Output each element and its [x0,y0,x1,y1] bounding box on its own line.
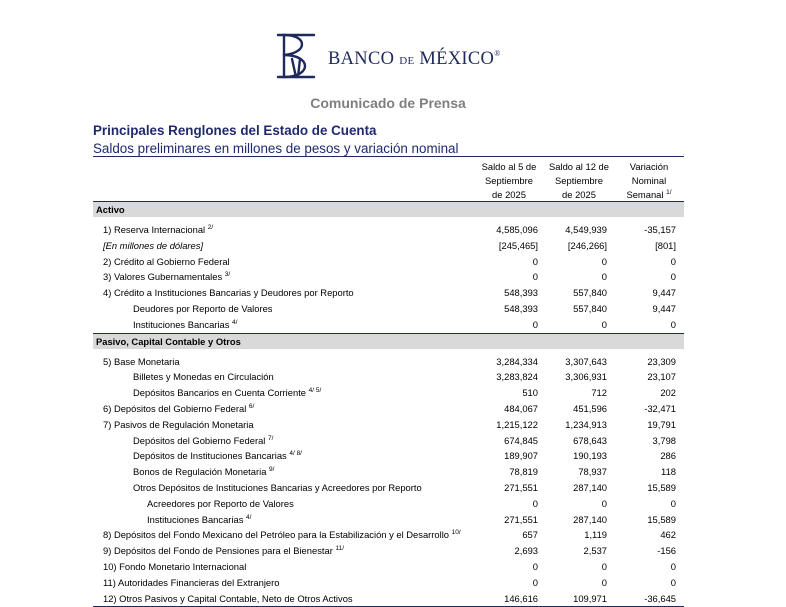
row-label [147,512,251,528]
cell-value: 0 [601,576,607,588]
cell-value: 3,798 [652,434,676,446]
cell-value: 557,840 [573,287,607,299]
cell-value: 271,551 [504,513,538,525]
footnote-marker: 6/ [248,402,255,410]
row-label [133,448,302,464]
cell-value: 0 [532,318,538,330]
footnote-marker: 4/ 8/ [289,450,302,458]
table-row [93,417,684,433]
cell-value: [801] [655,239,676,251]
row-label-text: Instituciones Bancarias [147,513,244,525]
cell-value: 2,693 [514,545,538,557]
cell-value: 0 [601,271,607,283]
row-label [103,527,461,543]
row-label [133,464,274,480]
cell-value: 548,393 [504,287,538,299]
banxico-logo [274,31,501,81]
cell-value: 1,215,122 [496,418,538,430]
row-label [103,417,254,433]
press-release-label: Comunicado de Prensa [310,95,466,111]
cell-value: 451,596 [573,402,607,414]
row-label [133,385,321,401]
table-row [93,401,684,417]
cell-value: 548,393 [504,302,538,314]
balance-table [93,156,684,607]
row-label-text: 8) Depósitos del Fondo Mexicano del Petróleo para la Estabilización y el Desarrollo [103,529,450,541]
cell-value: 0 [532,255,538,267]
table-row [93,269,684,285]
table-body [93,201,684,606]
row-label-text: Otros Depósitos de Instituciones Bancarias y Acreedores por Reporto [133,481,422,493]
cell-value: 3,283,824 [496,371,538,383]
cell-value: 287,140 [573,513,607,525]
cell-value: 0 [532,560,538,572]
row-label-text: 6) Depósitos del Gobierno Federal [103,402,247,414]
document-title: Principales Renglones del Estado de Cuenta [93,123,377,138]
column-header-12-sep: Saldo al 12 de Septiembre de 2025 [549,161,609,200]
footnote-marker: 4/ 5/ [308,387,322,395]
footnote-marker: 10/ [451,529,461,537]
row-label [103,285,354,301]
row-label-text: 10) Fondo Monetario Internacional [103,560,247,572]
table-row [93,317,684,333]
cell-value: 1,234,913 [565,418,607,430]
cell-value: 0 [532,576,538,588]
cell-value: 271,551 [504,481,538,493]
cell-value: 674,845 [504,434,538,446]
row-label-text: [En millones de dólares] [103,239,204,251]
cell-value: 4,549,939 [565,224,607,235]
cell-value: 0 [601,560,607,572]
cell-value: 3,307,643 [565,355,607,367]
cell-value: -156 [657,545,676,557]
cell-value: 0 [601,318,607,330]
row-label-text: Deudores por Reporto de Valores [133,302,273,314]
table-row [93,222,684,238]
cell-value: 0 [601,497,607,509]
cell-value: 202 [660,387,676,399]
cell-value: 4,585,096 [496,224,538,235]
row-label [103,559,246,575]
cell-value: 23,107 [647,371,676,383]
cell-value: 19,791 [647,418,676,430]
row-label-text: 3) Valores Gubernamentales [103,271,223,283]
row-label [103,269,230,285]
row-label-text: 9) Depósitos del Fondo de Pensiones para el Bienestar [103,545,333,557]
cell-value: 0 [670,318,676,330]
footnote-marker: 3/ [224,271,231,279]
cell-value: 146,616 [504,592,538,604]
cell-value: 678,643 [573,434,607,446]
row-label-text: Depósitos de Instituciones Bancarias [133,450,287,462]
cell-value: 0 [532,497,538,509]
table-row [93,575,684,591]
row-label [133,301,273,317]
cell-value: 78,937 [578,466,607,478]
table-row [93,301,684,317]
cell-value: [246,266] [567,239,607,251]
cell-value: 2,537 [583,545,607,557]
cell-value: 189,907 [504,450,538,462]
banxico-emblem-icon [274,31,320,81]
row-label [103,575,279,591]
row-label-text: 7) Pasivos de Regulación Monetaria [103,418,254,430]
table-row [93,369,684,385]
footnote-marker: 9/ [269,466,275,474]
cell-value: -36,645 [644,592,676,604]
cell-value: 190,193 [573,450,607,462]
table-row [93,559,684,575]
cell-value: 3,284,334 [496,355,538,367]
cell-value: 510 [522,387,538,399]
cell-value: 1,119 [584,529,607,541]
cell-value: 118 [661,466,676,478]
table-header [93,156,684,201]
table-row [93,285,684,301]
cell-value: 0 [670,560,676,572]
footnote-marker: 11/ [335,545,345,553]
row-label-text: Depósitos Bancarios en Cuenta Corriente [133,387,307,399]
row-label-text: Billetes y Monedas en Circulación [133,371,274,383]
cell-value: 0 [601,255,607,267]
cell-value: 3,306,931 [565,371,607,383]
row-label-text: 12) Otros Pasivos y Capital Contable, Neto de Otros Activos [103,592,353,604]
cell-value: 712 [591,387,607,399]
row-label [133,317,237,333]
cell-value: 0 [670,255,676,267]
footnote-marker: 4/ [232,318,238,326]
cell-value: 109,971 [573,592,607,604]
cell-value: 0 [532,271,538,283]
row-label [147,496,294,512]
document-subtitle: Saldos preliminares en millones de pesos y variación nominal [93,141,459,156]
footnote-marker: 4/ [246,513,252,521]
cell-value: 15,589 [647,481,676,493]
cell-value: 9,447 [652,287,676,299]
table-row [93,354,684,370]
row-label [103,222,213,238]
row-label-text: Instituciones Bancarias [133,318,230,330]
table-row [93,464,684,480]
row-label [103,254,230,270]
row-label [103,543,344,559]
cell-value: 287,140 [573,481,607,493]
cell-value: -32,471 [644,402,676,414]
cell-value: [245,465] [498,239,538,251]
row-label-text: 4) Crédito a Instituciones Bancarias y Deudores por Reporto [103,287,354,299]
footnote-marker: 7/ [267,434,274,442]
row-label-text: Depósitos del Gobierno Federal [133,434,266,446]
column-header-5-sep: Saldo al 5 de Septiembre de 2025 [481,161,537,200]
cell-value: 657 [522,529,538,541]
table-row [93,496,684,512]
cell-value: -35,157 [644,224,676,235]
row-label-text: 2) Crédito al Gobierno Federal [103,255,230,267]
row-label [133,480,422,496]
row-label-text: 11) Autoridades Financieras del Extranjero [103,576,280,588]
row-label [103,238,203,254]
row-label [133,369,274,385]
table-row [93,385,684,401]
cell-value: 23,309 [647,355,676,367]
row-label [133,433,273,449]
table-row [93,527,684,543]
row-label-text: 5) Base Monetaria [103,355,180,367]
table-row [93,254,684,270]
cell-value: 0 [670,497,676,509]
cell-value: 286 [660,450,676,462]
table-row [93,543,684,559]
cell-value: 484,067 [504,402,538,414]
bank-name: BANCO DE MÉXICO® [328,48,501,69]
row-label [103,354,180,370]
cell-value: 0 [670,576,676,588]
section-header: Pasivo, Capital Contable y Otros [93,333,684,349]
cell-value: 15,589 [647,513,676,525]
table-row [93,238,684,254]
table-row [93,512,684,528]
cell-value: 78,819 [509,466,538,478]
cell-value: 0 [670,271,676,283]
table-row [93,480,684,496]
row-label [103,401,254,417]
row-label-text: 1) Reserva Internacional [103,224,206,235]
row-label-text: Acreedores por Reporto de Valores [147,497,294,509]
section-header: Activo [93,201,684,217]
cell-value: 557,840 [573,302,607,314]
table-row [93,448,684,464]
cell-value: 462 [660,529,676,541]
cell-value: 9,447 [652,302,676,314]
column-header-variation: Variación Nominal Semanal $^{1/}$ [626,161,672,200]
row-label-text: Bonos de Regulación Monetaria [133,466,267,478]
table-row [93,433,684,449]
footnote-marker: 2/ [207,224,214,231]
